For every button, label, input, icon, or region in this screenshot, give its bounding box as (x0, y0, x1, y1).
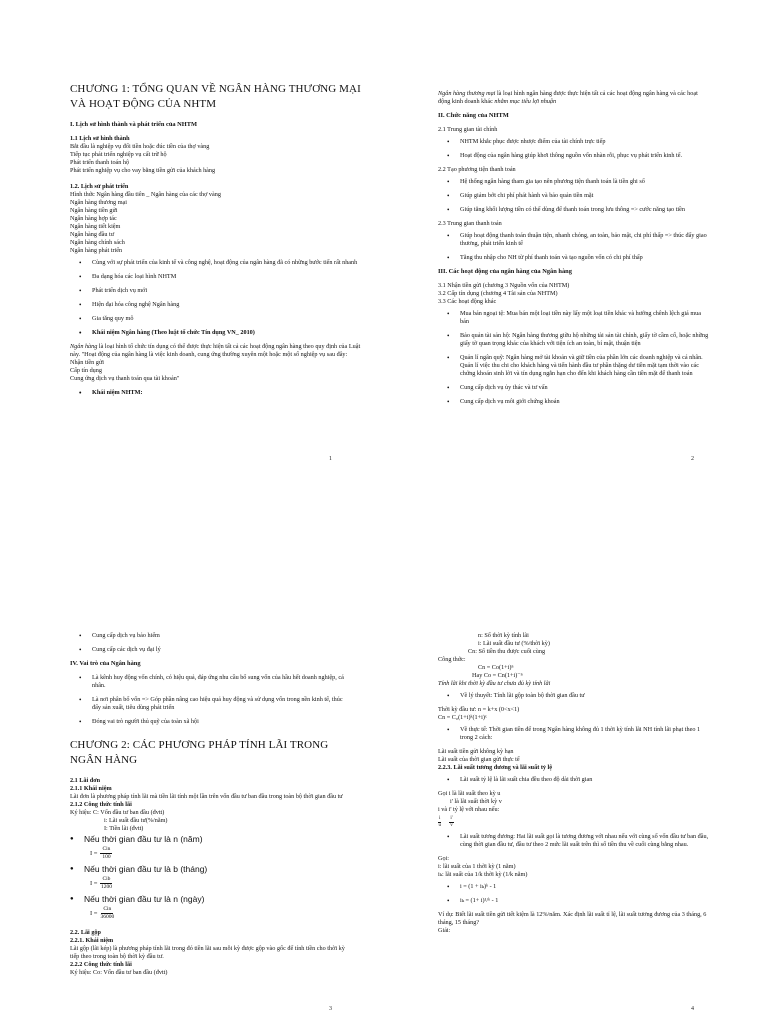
text-line: iₖ: lãi suất của 1/k thời kỳ (1/k năm) (438, 871, 528, 878)
example-text: Ví dụ: Biết lãi suất tiền gửi tiết kiệm là 12%/năm. Xác định lãi suất tỉ lệ, lãi suất tương đương của 3 tháng, 6 tháng, 15 tháng? (438, 911, 707, 926)
text-line: i và i' tỷ lệ với nhau nếu: (438, 806, 500, 813)
formula-line: Cn = Co(1+i)ⁿ (478, 664, 514, 671)
text-line: Lãi gộp (lãi kép) là phương pháp tính lãi trong đó tiền lãi sau mỗi kỳ được gộp vào gốc để tính tiền cho thời kỳ tiếp theo trong toàn bộ thời kỳ đầu tư. (70, 945, 345, 960)
text-line: i' là lãi suất thời kỳ v (450, 798, 502, 805)
chapter-1-title: CHƯƠNG 1: TỔNG QUAN VỀ NGÂN HÀNG THƯƠNG MẠI VÀ HOẠT ĐỘNG CỦA NHTM (70, 83, 361, 110)
page-number: 4 (691, 1006, 694, 1012)
bullet-list (438, 776, 710, 784)
ratio-denominator: u (438, 823, 441, 828)
text-line: Ngân hàng chính sách (70, 239, 125, 246)
text-line: Thời kỳ đầu tư: n = k+x (0<x<1) (438, 706, 520, 713)
list-item: • Cùng với sự phát triển của kinh tế và công nghệ, hoạt động của ngân hàng đã có những bước tiến rất nhanh (92, 259, 362, 267)
formula-denominator: 100 (102, 854, 111, 860)
intro-paragraph (438, 90, 710, 106)
list-item: • Giúp giảm bớt chi phí phát hành và bảo quản tiền mặt (460, 192, 710, 200)
page-number: 3 (329, 1006, 332, 1012)
list-item: • Đóng vai trò người thủ quỹ của toàn xã hội (92, 718, 352, 726)
list-item: • Cung cấp dịch vụ môi giới chứng khoán (460, 398, 710, 406)
bullet-list (438, 138, 710, 160)
document-page-2 (384, 0, 768, 512)
ratio-formula (438, 816, 710, 829)
text-line: Cn: Số tiền thu được cuối cùng (468, 648, 546, 655)
subsection-heading: 2.2.3. Lãi suất tương đương và lãi suất tỷ lệ (438, 764, 552, 771)
text-line: 3.1 Nhận tiền gửi (chương 3 Nguồn vốn của NHTM) (438, 282, 570, 289)
intro-text: là loại hình ngân hàng được thực hiện tất cả các hoạt động ngân hàng và các hoạt động kinh doanh khác (438, 90, 698, 105)
formula (70, 906, 352, 921)
list-item: • Bảo quản tài sản hộ: Ngân hàng thương giữu hộ những tài sản tài chính, giấy tờ cầm cố, hoặc những giấy tờ quan trọng khác của khách với tiện ích an toàn, bí mật, thuận tiện (460, 332, 710, 348)
text-line: Cung ứng dịch vụ thanh toán qua tài khoản" (70, 375, 180, 382)
text-line: Ngân hàng phát triển (70, 247, 123, 254)
bullet-list (438, 833, 710, 849)
page-number: 2 (691, 456, 694, 462)
list-item: • Quản lí ngân quỹ: Ngân hàng mở tài khoản và giữ tiền của phần lớn các doanh nghiệp và cá nhân. Quản lí việc thu chi cho khách hàng và tiến hành đầu tư phần thặng dư tiền mặt tạm thời vào các chứng khoán sinh lời và tín dụng ngắn hạn cho đến khi khách hàng cần tiền mặt để thanh toán (460, 354, 710, 378)
list-item: • Khái niệm NHTM: (92, 389, 362, 397)
list-item: • Khái niệm Ngân hàng (Theo luật tổ chức Tín dụng VN_ 2010) (92, 329, 362, 337)
text-line: Hình thức Ngân hàng đầu tiên _ Ngân hàng của các thợ vàng (70, 191, 221, 198)
ratio-numerator: i' (450, 816, 453, 821)
text-line: Gọi i là lãi suất theo kỳ u (438, 790, 501, 797)
list-item: • Hệ thống ngân hàng tham gia tạo nên phương tiện thanh toán là tiền ghi sổ (460, 178, 710, 186)
formula-denominator: 36000 (100, 914, 115, 920)
subsection-1-1-heading: 1.1 Lịch sử hình thành (70, 135, 130, 142)
definition-paragraph (70, 343, 362, 359)
page-number: 1 (329, 456, 332, 462)
bullet-list (70, 674, 352, 726)
text-line: Cấp tín dụng (70, 367, 102, 374)
subsection-heading: 2.2.2 Công thức tính lãi (70, 961, 132, 968)
subsection-heading: 2.1.1 Khái niệm (70, 785, 112, 792)
list-item: • NHTM khắc phục được nhược điểm của tài chính trực tiếp (460, 138, 710, 146)
text-line: 3.2 Cấp tín dụng (chương 4 Tài sản của NHTM) (438, 290, 558, 297)
term: nhằm mục tiêu lợi nhuận (494, 98, 557, 105)
text-line: i: Lãi suất đầu tư(%/năm) (104, 817, 168, 824)
list-item: • iₖ = (1+ i)¹/ᵏ - 1 (460, 897, 710, 905)
text-line: n: Số thời kỳ tính lãi (478, 632, 529, 639)
list-item: • Giúp tăng khối lượng tiền có thể dùng để thanh toán trong lưu thông => cước năng tạo tiền (460, 206, 710, 214)
list-item: • Lãi suất tương đương: Hai lãi suất gọi là tương đương với nhau nếu với cùng số vốn đầu tư ban đầu, cùng thời gian đầu tư, đầu tư theo 2 mức lãi suất trên thì số tiền thu về cuối cùng bằng nhau. (460, 833, 710, 849)
term: Ngân hàng thương mại (438, 90, 496, 97)
subsection-heading: 2.2. Lãi gộp (70, 929, 101, 936)
formula-line: Hay Co = Cn(1+i)⁻ⁿ (472, 672, 523, 679)
formula-bullet: ● Nếu thời gian đầu tư là b (tháng) (70, 864, 352, 874)
text-line: Tính lãi khi thời kỳ đầu tư chưa đủ kỳ tính lãi (438, 680, 551, 687)
text-line: Ký hiệu: C: Vốn đầu tư ban đầu (đvtt) (70, 809, 165, 816)
bullet-list (438, 726, 710, 742)
subsection-heading: 2.2 Tạo phương tiện thanh toán (438, 166, 516, 173)
list-item: • Giúp hoạt động thanh toán thuận tiện, nhanh chóng, an toàn, bảo mật, chi phí thấp => thúc đẩy giao thương, phát triển kinh tế (460, 232, 710, 248)
text-line: Gọi: (438, 855, 450, 862)
formula-lhs: I = (90, 910, 98, 917)
subsection-heading: 2.1 Lãi đơn (70, 777, 101, 784)
bullet-list (438, 883, 710, 905)
list-item: • Đa dạng hóa các loại hình NHTM (92, 273, 362, 281)
bullet-list (438, 178, 710, 214)
subsection-1-2-heading: 1.2. Lịch sử phát triển (70, 183, 129, 190)
text-line: Bắt đầu là nghiệp vụ đổi tiền hoặc đúc tiền của thợ vàng (70, 143, 210, 150)
text-line: Lãi đơn là phương pháp tính lãi mà tiền lãi tính một lần trên vốn đầu tư ban đầu trong toàn bộ thời gian đầu tư (70, 793, 343, 800)
list-item: • Là kênh huy động vốn chính, có hiệu quả, đáp ứng nhu cầu bổ sung vốn của hầu hết doanh nghiệp, cá nhân. (92, 674, 352, 690)
formula-numerator: Cib (102, 876, 111, 882)
subsection-heading: 2.3 Trung gian thanh toán (438, 220, 502, 227)
text-line: Nhận tiền gửi (70, 359, 104, 366)
text-line: Ngân hàng hợp tác (70, 215, 117, 222)
formula-numerator: Cin (103, 906, 112, 912)
list-item: • Cung cấp dịch vụ bảo hiểm (92, 632, 352, 640)
list-item: • Về thực tế: Thời gian tiền để trong Ngân hàng không đủ 1 thời kỳ tính lãi NH tính lãi phạt theo 1 trong 2 cách: (460, 726, 710, 742)
subsection-heading: 2.1.2 Công thức tính lãi (70, 801, 132, 808)
list-item: • Phát triển dịch vụ mới (92, 287, 362, 295)
bullet-list (70, 259, 362, 337)
list-item: • i = (1 + iₖ)ᵏ - 1 (460, 883, 710, 891)
text-line: Giải: (438, 927, 451, 934)
bullet-list (438, 310, 710, 406)
text-line: Ký hiệu: Co: Vốn đầu tư ban đầu (đvtt) (70, 969, 168, 976)
text-line: Phát triển nghiệp vụ cho vay bằng tiền gửi của khách hàng (70, 167, 216, 174)
document-page-4 (384, 512, 768, 1024)
text-line: Phát triển thanh toán hộ (70, 159, 130, 166)
text-line: I: Tiền lãi (đvtt) (104, 825, 144, 832)
text-line: Cn = C₀(1+i)ᵏ(1+i)ˣ (438, 714, 487, 721)
formula-denominator: 1200 (100, 884, 112, 890)
text-line: Lãi suất của thời gian gửi thực tế (438, 756, 520, 763)
document-page-1 (0, 0, 384, 512)
section-3-heading: III. Các hoạt động của ngân hàng của Ngân hàng (438, 268, 572, 275)
ratio-denominator: v (450, 823, 453, 828)
ratio-numerator: i (439, 816, 441, 821)
formula-bullet: ● Nếu thời gian đầu tư là n (năm) (70, 834, 352, 844)
list-item: • Hiện đại hóa công nghệ Ngân hàng (92, 301, 362, 309)
definition-term: Ngân hàng (70, 343, 98, 350)
formula-bullet: ● Nếu thời gian đầu tư là n (ngày) (70, 894, 352, 904)
section-4-heading: IV. Vai trò của Ngân hàng (70, 660, 141, 667)
text-line: i: lãi suất của 1 thời kỳ (1 năm) (438, 863, 516, 870)
formula (70, 846, 352, 861)
text-line: Ngân hàng thương mại (70, 199, 127, 206)
formula-lhs: I = (90, 850, 98, 857)
formula-numerator: Cin (102, 846, 111, 852)
text-line: i: Lãi suất đầu tư (%/thời kỳ) (478, 640, 550, 647)
subsection-heading: 2.1 Trung gian tài chính (438, 126, 498, 133)
chapter-2-title: CHƯƠNG 2: CÁC PHƯƠNG PHÁP TÍNH LÃI TRONG NGÂN HÀNG (70, 739, 329, 766)
bullet-list (70, 632, 352, 654)
formula (70, 876, 352, 891)
list-item: • Cung cấp các dịch vụ đại lý (92, 646, 352, 654)
list-item: • Là nơi phân bổ vốn => Góp phần nâng cao hiệu quả huy động và sử dụng vốn trong nền kinh tế, thúc đẩy sản xuất, tiêu dùng phát triển (92, 696, 352, 712)
bullet-list (70, 389, 362, 397)
text-line: Ngân hàng tiết kiệm (70, 223, 121, 230)
text-line: Tiếp tục phát triển nghiệp vụ cất trữ hộ (70, 151, 167, 158)
definition-text: là loại hình tổ chức tín dụng có thể được thực hiện tất cả các hoạt động ngân hàng theo quy định của Luật này. "Hoạt động của ngân hàng là việc kinh doanh, cung ứng thường xuyên một hoặc một số nghiệp vụ sau đây: (70, 343, 361, 358)
list-item: • Tăng thu nhập cho NH từ phí thanh toán và tạo nguồn vốn có chi phí thấp (460, 254, 710, 262)
section-1-heading: I. Lịch sử hình thành và phát triển của NHTM (70, 121, 198, 128)
list-item: • Lãi suất tỷ lệ là lãi suất chia đều theo độ dài thời gian (460, 776, 710, 784)
text-line: Ngân hàng tiền gửi (70, 207, 118, 214)
list-item: • Gia tăng quy mô (92, 315, 362, 323)
subsection-heading: 2.2.1. Khái niệm (70, 937, 114, 944)
list-item: • Về lý thuyết: Tính lãi gộp toàn bộ thời gian đầu tư (460, 692, 710, 700)
text-line: Lãi suất tiền gửi không kỳ hạn (438, 748, 514, 755)
list-item: • Cung cấp dịch vụ ủy thác và tư vấn (460, 384, 710, 392)
text-line: 3.3 Các hoạt động khác (438, 298, 497, 305)
bullet-list (438, 232, 710, 262)
text-line: Ngân hàng đầu tư (70, 231, 115, 238)
document-page-3 (0, 512, 384, 1024)
list-item: • Mua bán ngoại tệ: Mua bán một loại tiền này lấy một loại tiền khác và hưởng chênh lệch giá mua bán (460, 310, 710, 326)
formula-lhs: I = (90, 880, 98, 887)
list-item: • Hoạt động của ngân hàng giúp khơi thông nguồn vốn nhàn rỗi, phục vụ phát triển kinh tế. (460, 152, 710, 160)
section-2-heading: II. Chức năng của NHTM (438, 112, 509, 119)
text-line: Công thức: (438, 656, 466, 663)
bullet-list (438, 692, 710, 700)
